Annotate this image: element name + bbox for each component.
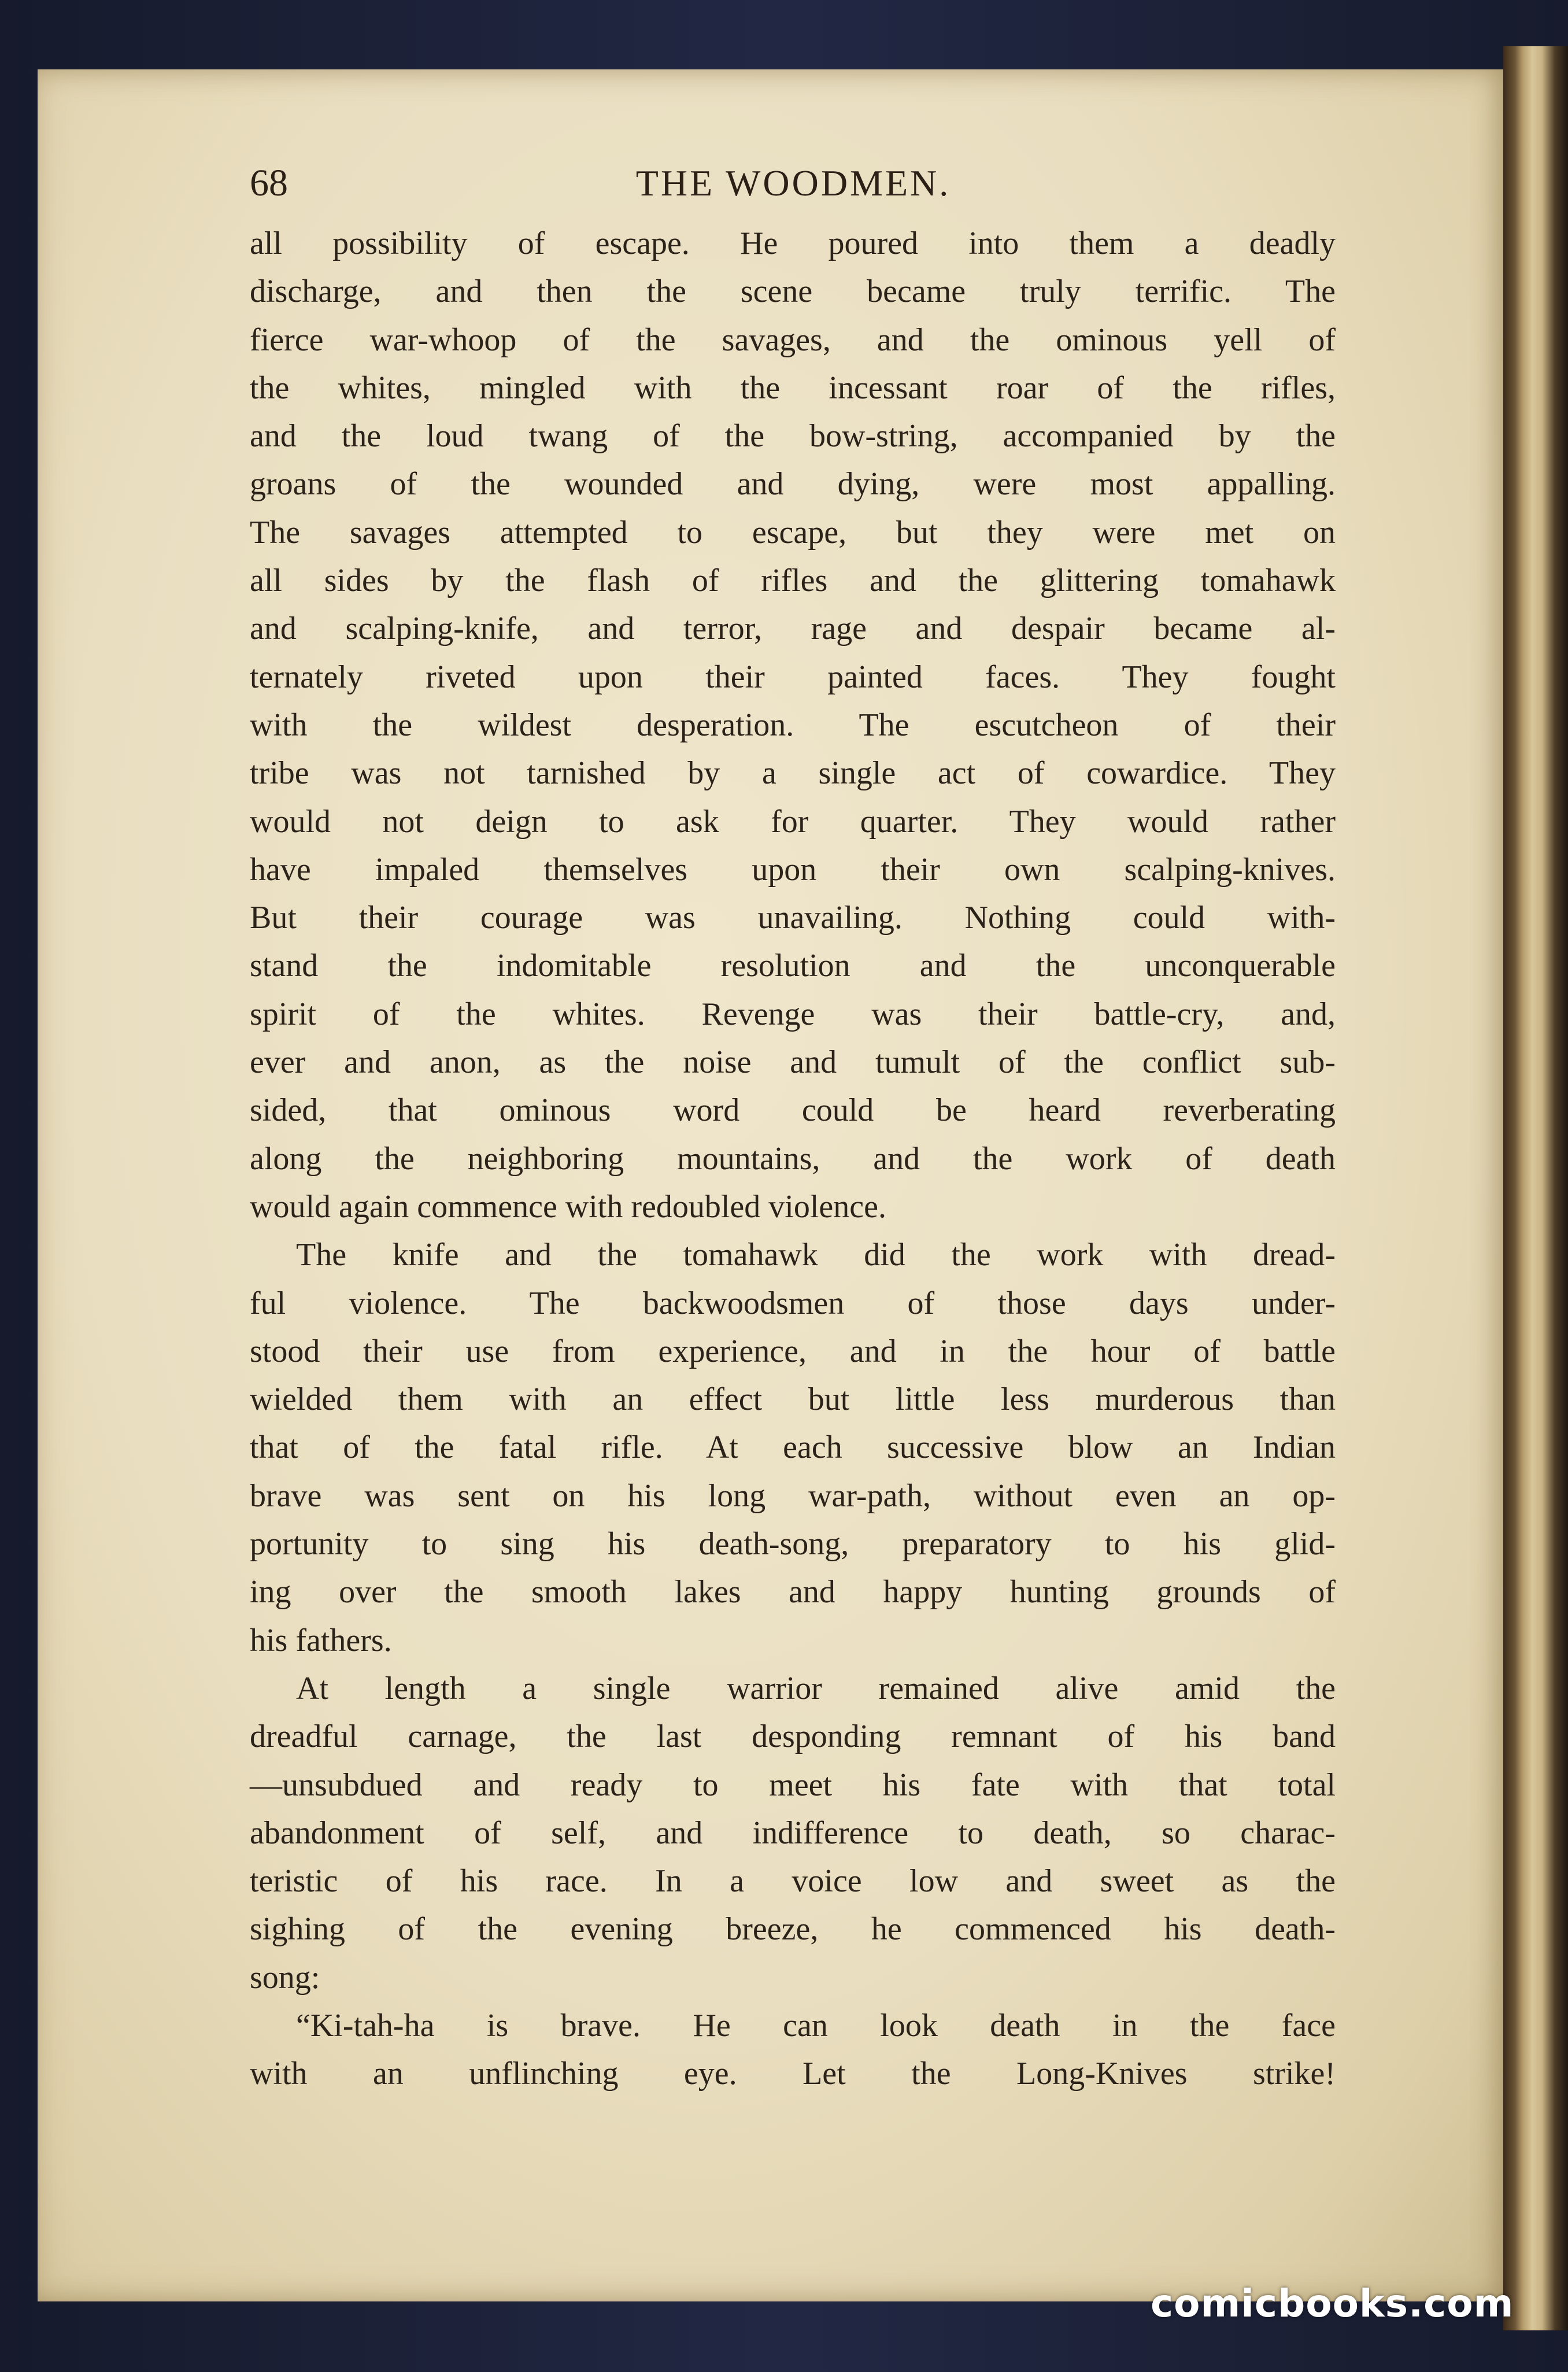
text-line: with the wildest desperation. The escutcheon of their (250, 707, 1336, 743)
page-number: 68 (250, 162, 288, 204)
text-line: wielded them with an effect but little less murderous than (250, 1381, 1336, 1418)
text-line: song: (250, 1959, 320, 1996)
text-line: stand the indomitable resolution and the unconquerable (250, 948, 1336, 984)
text-line: the whites, mingled with the incessant roar of the rifles, (250, 370, 1336, 406)
book-binding (1503, 46, 1568, 2330)
text-line: all sides by the flash of rifles and the glittering tomahawk (250, 563, 1336, 599)
text-line: and scalping-knife, and terror, rage and despair became al- (250, 611, 1336, 647)
text-line: sighing of the evening breeze, he commenced his death- (250, 1911, 1336, 1948)
text-line: The knife and the tomahawk did the work with dread- (296, 1237, 1336, 1273)
text-line: tribe was not tarnished by a single act of cowardice. They (250, 755, 1336, 792)
body-text (250, 220, 1336, 2098)
text-line: would not deign to ask for quarter. They would rather (250, 803, 1336, 840)
text-line: —unsubdued and ready to meet his fate with that total (250, 1767, 1336, 1803)
text-line: along the neighboring mountains, and the work of death (250, 1140, 1336, 1177)
text-line: sided, that ominous word could be heard reverberating (250, 1092, 1336, 1129)
running-head: THE WOODMEN. (635, 162, 951, 204)
text-line: stood their use from experience, and in the hour of battle (250, 1333, 1336, 1369)
text-line: teristic of his race. In a voice low and sweet as the (250, 1863, 1336, 1900)
page-header (250, 152, 1337, 215)
text-line: At length a single warrior remained alive amid the (296, 1670, 1336, 1706)
text-line: abandonment of self, and indifference to death, so charac- (250, 1815, 1336, 1851)
watermark: comicbooks.com (1151, 2281, 1514, 2326)
text-line: that of the fatal rifle. At each successive blow an Indian (250, 1429, 1336, 1466)
text-line: groans of the wounded and dying, were most appalling. (250, 466, 1336, 503)
text-line: But their courage was unavailing. Nothing could with- (250, 900, 1336, 936)
text-line: The savages attempted to escape, but they were met on (250, 514, 1336, 550)
text-line: “Ki-tah-ha is brave. He can look death in the face (296, 2007, 1336, 2044)
text-line: with an unflinching eye. Let the Long-Knives strike! (250, 2056, 1336, 2092)
text-line: ternately riveted upon their painted faces. They fought (250, 659, 1336, 695)
text-line: would again commence with redoubled violence. (250, 1188, 886, 1225)
text-line: brave was sent on his long war-path, without even an op- (250, 1477, 1336, 1514)
text-line: ing over the smooth lakes and happy hunting grounds of (250, 1574, 1336, 1610)
text-line: fierce war-whoop of the savages, and the ominous yell of (250, 322, 1336, 358)
text-line: all possibility of escape. He poured into them a deadly (250, 226, 1336, 261)
text-line: and the loud twang of the bow-string, accompanied by the (250, 418, 1336, 455)
text-line: dreadful carnage, the last desponding remnant of his band (250, 1719, 1336, 1755)
text-line: his fathers. (250, 1622, 392, 1658)
text-line: discharge, and then the scene became truly terrific. The (250, 274, 1336, 310)
text-line: ful violence. The backwoodsmen of those days under- (250, 1285, 1336, 1321)
text-line: have impaled themselves upon their own scalping-knives. (250, 851, 1336, 888)
text-line: portunity to sing his death-song, preparatory to his glid- (250, 1526, 1336, 1562)
text-line: ever and anon, as the noise and tumult of the conflict sub- (250, 1044, 1336, 1081)
text-line: spirit of the whites. Revenge was their battle-cry, and, (250, 996, 1336, 1032)
